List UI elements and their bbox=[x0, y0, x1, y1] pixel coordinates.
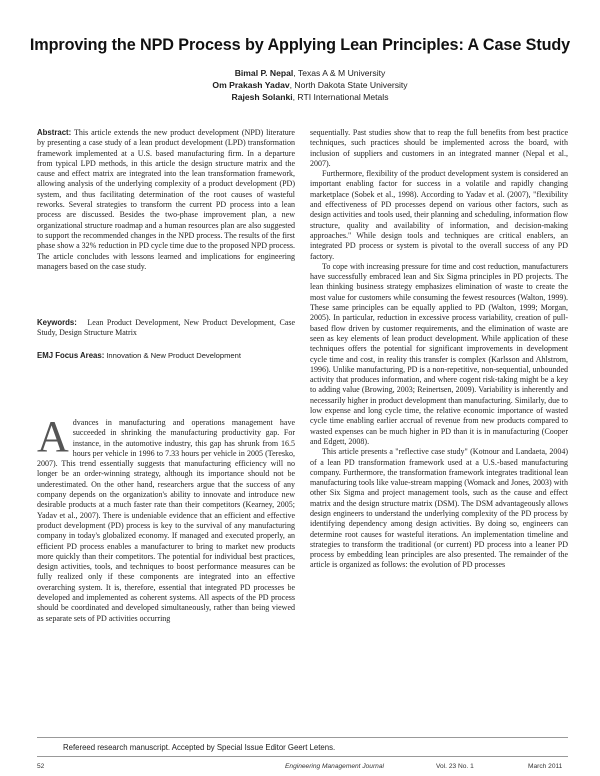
author-affiliation: , North Dakota State University bbox=[289, 80, 408, 90]
volume-info: Vol. 23 No. 1 bbox=[436, 763, 474, 770]
page-number: 52 bbox=[37, 763, 45, 770]
author-line bbox=[160, 67, 460, 79]
author-name: Bimal P. Nepal bbox=[234, 68, 294, 78]
author-name: Om Prakash Yadav bbox=[212, 80, 290, 90]
author-list bbox=[160, 67, 460, 103]
refereed-note: Refereed research manuscript. Accepted by Special Issue Editor Geert Letens. bbox=[63, 743, 336, 752]
keywords-label: Keywords: bbox=[37, 318, 77, 327]
author-line bbox=[160, 91, 460, 103]
footer-divider bbox=[37, 756, 568, 757]
keywords bbox=[37, 318, 295, 339]
author-affiliation: , Texas A & M University bbox=[293, 68, 386, 78]
author-affiliation: , RTI International Metals bbox=[292, 92, 389, 102]
paragraph: To cope with increasing pressure for time and cost reduction, manufacturers have successfully embraced lean and Six Sigma principles in PD projects. The lean thinking business strategy emphasizes elimination of waste to create the most value for customers while consuming the fewest resources (Walton, 1999). These same principles can be equally applied to PD (Walton, 1999; Morgan, 2005). In particular, reduction in excessive process variability, creation of pull-based flow driven by customer requirements, and the elimination of waste are seen as key elements of lean product development. While application of these techniques offers the potential for significant improvements in development cycle time and cost, in reality this transfer is complex (Karlsson and Ahlstrom, 1996). Unlike manufacturing, PD is a non-repetitive, non-sequential, unbounded activity that produces information, and where cogent risk-taking might be a key to adding value (Browing, 2003; Reinertsen, 2009). Variability is inherently and necessarily higher in product development than manufacturing. Similarly, due to low expense and long cycle time, the relative economic importance of wasted cycle time enabling earlier accrual of revenue from new products compared to wasted expenses can be much higher in PD than it is in manufacturing (Cooper and Edgett, 2008). bbox=[310, 261, 568, 446]
journal-name: Engineering Management Journal bbox=[285, 763, 384, 770]
body-left-column bbox=[37, 412, 295, 624]
emj-text: Innovation & New Product Development bbox=[106, 351, 241, 360]
drop-cap: A bbox=[37, 412, 69, 461]
footnote-divider bbox=[37, 737, 568, 738]
author-line bbox=[160, 79, 460, 91]
paragraph: This article presents a "reflective case study" (Kotnour and Landaeta, 2004) of a lean PD transformation framework used at a U.S.-based manufacturing company. Furthermore, the transformation framework integrates traditional lean manufacturing tools like value-stream mapping (Womack and Jones, 2003) with other Six Sigma and project management tools, such as the cause and effect matrix and the design structure matrix (DSM). The DSM advantageously allows design engineers to understand the underlying complexity of the PD process by identifying dependency among design activities. By doing so, engineers can determine root causes for wasteful iterations. An implementation timeline and strategies to transform the traditional (or current) PD process into a leaner PD process by embedding lean principles are also presented. The remainder of the article is organized as follows: the evolution of PD processes bbox=[310, 447, 568, 570]
body-right-column bbox=[310, 128, 568, 571]
abstract bbox=[37, 128, 295, 318]
paragraph: Furthermore, flexibility of the product development system is considered an important enabling factor for success in a volatile and rapidly changing marketplace (Sobek et al., 1998). According to Yadav et al. (2007), "flexibility and effectiveness of PD processes depend on various other factors, such as design activities and tools used, their planning and scheduling, information flow structure, quality and availability of information, and decision-making approaches." While design tools and techniques are critical enablers, an integrated PD process or system is pivotal to the overall success of any PD factory. bbox=[310, 169, 568, 261]
emj-focus-areas bbox=[37, 351, 295, 361]
issue-date: March 2011 bbox=[528, 763, 563, 770]
abstract-label: Abstract: bbox=[37, 128, 72, 137]
keywords-text: Lean Product Development, New Product Development, Case Study, Design Structure Matrix bbox=[37, 318, 295, 338]
emj-label: EMJ Focus Areas: bbox=[37, 351, 105, 360]
paragraph: sequentially. Past studies show that to reap the full benefits from best practice techniques, such practices should be implemented across the board, with inclusion of suppliers and customers in an integrated manner (Nepal et al., 2007). bbox=[310, 128, 568, 168]
author-name: Rajesh Solanki bbox=[231, 92, 293, 102]
abstract-text: This article extends the new product development (NPD) literature by presenting a case study of a lean product development (LPD) transformation framework implemented at a U.S. based manufacturing firm. In a departure from typical LPD methods, in this article the design structure matrix and the cause and effect matrix are integrated into the lean transformation framework, allowing analysis of the underlying complexity of a product development (PD) system, and thus facilitating determination of the root causes of wasteful reworks. Several strategies to transform the current PD process into a lean process are discussed. Besides the two-phase improvement plan, a new organizational structure roadmap and a human resources plan are also suggested to support the recommended changes in the NPD process. The results of the first phase show a 32% reduction in PD cycle time due to the proposed NPD process. The article concludes with lessons learned and implications for engineering managers based on the case study. bbox=[37, 128, 295, 271]
article-title: Improving the NPD Process by Applying Lean Principles: A Case Study bbox=[29, 36, 571, 54]
body-left-text: dvances in manufacturing and operations management have succeeded in shrinking the manufacturing productivity gap. For instance, in the automotive industry, this gap has shrunk from 16.5 hours per vehicle in 1996 to 7.33 hours per vehicle in 2005 (Teresko, 2007). This trend essentially suggests that manufacturing efficiency will no longer be an order-winning strategy, although its importance should not be underestimated. On the other hand, researchers argue that the success of any company depends on the organization's ability to innovate and introduce new desirable products at a much faster rate than their competitors (Kearney, 2005; Yadav et al., 2007). There is undeniable evidence that an efficient and effective product development (PD) process is key to the survival of any manufacturing company in today's globalized economy. If managed and executed properly, an efficient PD process enables a manufacturer to bring to market new products more quickly than their competitors. The potential for individual best practices, design activities, tools, and techniques to boost performance measures can be fully realized only if these components are integrated into an effective overarching system. It is, therefore, essential that integrated PD processes be developed and implemented as coherent systems. All aspects of the PD process should be coordinated and developed simultaneously, rather than being viewed as separate sets of PD activities occurring bbox=[37, 418, 295, 623]
